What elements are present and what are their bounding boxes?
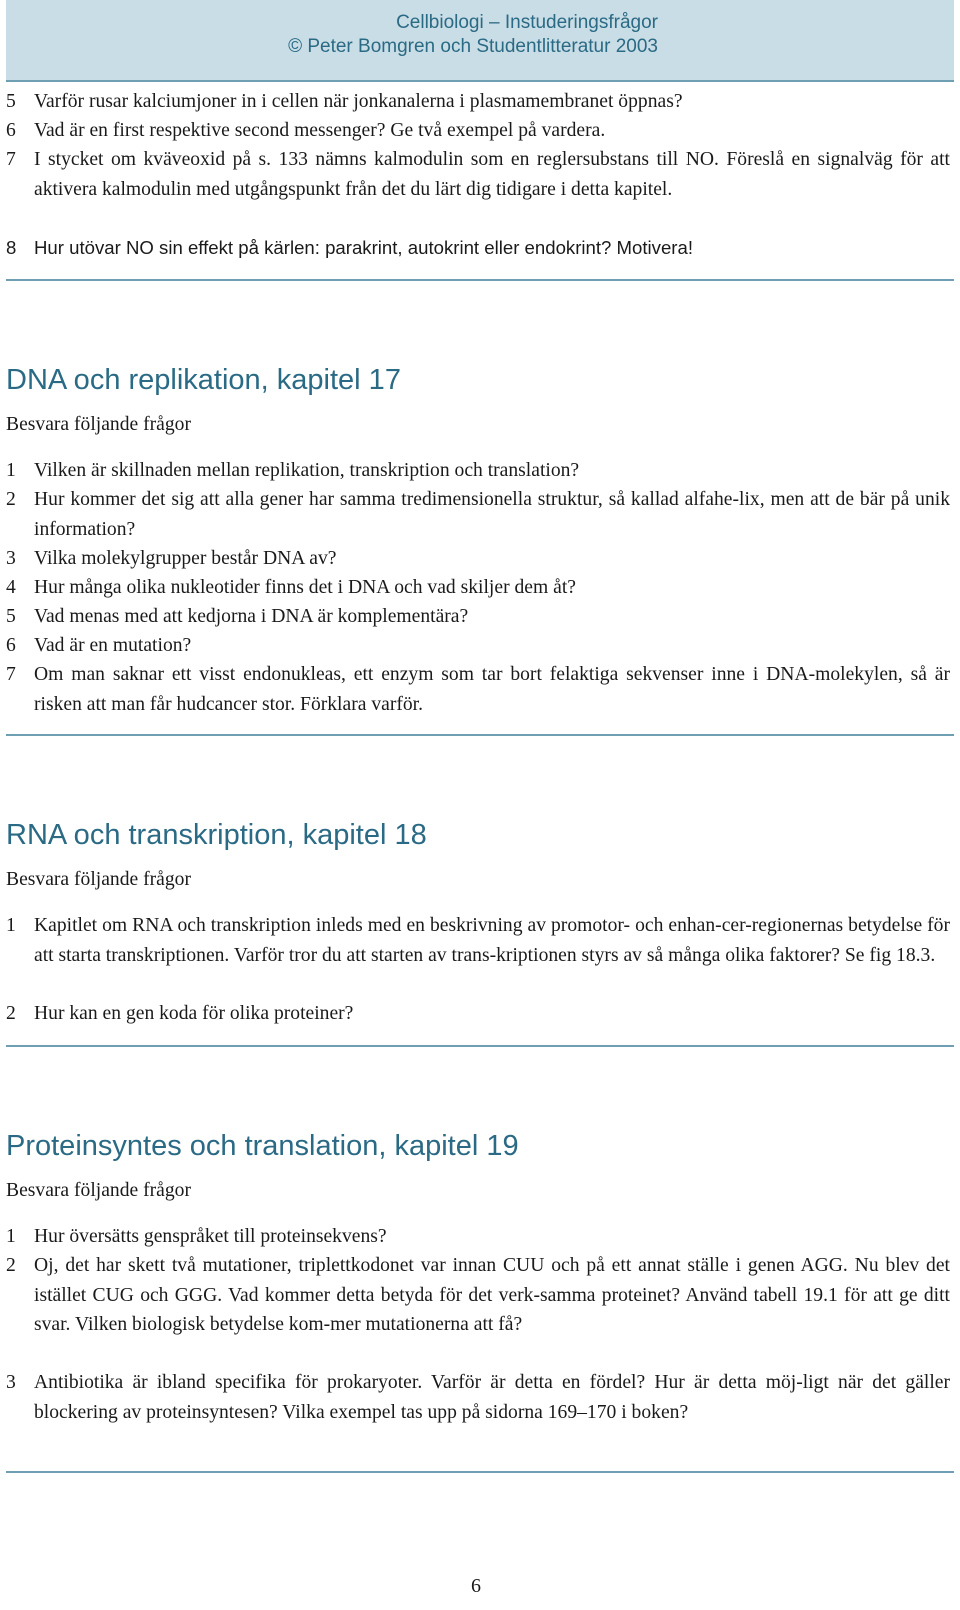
section-title: RNA och transkription, kapitel 18 — [6, 819, 427, 851]
list-item — [6, 631, 950, 661]
question-number: 8 — [6, 237, 17, 258]
list-item — [6, 116, 950, 146]
page-number: 6 — [471, 1575, 481, 1597]
section-title: DNA och replikation, kapitel 17 — [6, 364, 401, 396]
list-item — [6, 1368, 950, 1427]
section-title: Proteinsyntes och translation, kapitel 19 — [6, 1130, 519, 1162]
question-text: Om man saknar ett visst endonukleas, ett enzym som tar bort felaktiga sekvenser inne i DNA-molekylen, så är risken att man får hudcancer stor. Förklara varför. — [34, 664, 950, 715]
section-divider — [6, 734, 954, 736]
question-number: 5 — [6, 91, 16, 112]
question-text: Vilka molekylgrupper består DNA av? — [34, 548, 337, 569]
question-text: Vad är en first respektive second messenger? Ge två exempel på vardera. — [34, 120, 606, 141]
list-item — [6, 544, 950, 574]
list-item — [6, 602, 950, 632]
question-text: Hur kan en gen koda för olika proteiner? — [34, 1003, 354, 1024]
section-instruction: Besvara följande frågor — [6, 414, 191, 435]
question-number: 2 — [6, 1255, 16, 1276]
section-divider — [6, 1045, 954, 1047]
question-number: 7 — [6, 149, 16, 170]
list-item — [6, 456, 950, 486]
question-text: Hur översätts genspråket till proteinsekvens? — [34, 1226, 387, 1247]
header-title: Cellbiologi – Instuderingsfrågor — [396, 12, 658, 33]
question-text: Hur många olika nukleotider finns det i DNA och vad skiljer dem åt? — [34, 577, 576, 598]
question-number: 3 — [6, 1372, 16, 1393]
section-instruction: Besvara följande frågor — [6, 1180, 191, 1201]
question-number: 4 — [6, 577, 16, 598]
question-number: 6 — [6, 120, 16, 141]
section-divider — [6, 279, 954, 281]
section-divider — [6, 1471, 954, 1473]
question-number: 2 — [6, 489, 16, 510]
question-number: 1 — [6, 1226, 16, 1247]
list-item — [6, 1222, 950, 1252]
question-text: I stycket om kväveoxid på s. 133 nämns kalmodulin som en reglersubstans till NO. Föreslå en signalväg för att aktivera kalmodulin med utgångspunkt från det du lärt dig tidigare i detta kapitel. — [34, 149, 950, 200]
question-number: 7 — [6, 664, 16, 685]
question-number: 1 — [6, 915, 16, 936]
list-item — [6, 911, 950, 970]
list-item — [6, 233, 950, 263]
header-copyright: © Peter Bomgren och Studentlitteratur 2003 — [288, 36, 658, 57]
list-item — [6, 999, 950, 1029]
question-text: Hur kommer det sig att alla gener har samma tredimensionella struktur, så kallad alfahe-lix, men att de bär på unik information? — [34, 489, 950, 540]
question-number: 2 — [6, 1003, 16, 1024]
list-item — [6, 485, 950, 544]
question-text: Vilken är skillnaden mellan replikation, transkription och translation? — [34, 460, 580, 481]
page-header — [6, 0, 954, 82]
question-number: 5 — [6, 606, 16, 627]
question-text: Oj, det har skett två mutationer, triplettkodonet var innan CUU och på ett annat ställe i genen AGG. Nu blev det istället CUG och GGG. Vad kommer detta betyda för det verk-samma proteinet? Använd tabell 19.1 för att ge ditt svar. Vilken biologisk betydelse kom-mer mutationerna att få? — [34, 1255, 950, 1335]
question-text: Varför rusar kalciumjoner in i cellen när jonkanalerna i plasmamembranet öppnas? — [34, 91, 683, 112]
section-instruction: Besvara följande frågor — [6, 869, 191, 890]
question-text: Vad är en mutation? — [34, 635, 192, 656]
list-item — [6, 145, 950, 204]
question-text: Vad menas med att kedjorna i DNA är komplementära? — [34, 606, 469, 627]
question-number: 3 — [6, 548, 16, 569]
question-text: Hur utövar NO sin effekt på kärlen: parakrint, autokrint eller endokrint? Motivera! — [34, 237, 694, 258]
list-item — [6, 1251, 950, 1340]
question-text: Kapitlet om RNA och transkription inleds med en beskrivning av promotor- och enhan-cer-regionernas betydelse för att starta transkriptionen. Varför tror du att starten av trans-kriptionen styrs av så många olika faktorer? Se fig 18.3. — [34, 915, 950, 966]
question-number: 1 — [6, 460, 16, 481]
list-item — [6, 87, 950, 117]
question-number: 6 — [6, 635, 16, 656]
list-item — [6, 573, 950, 603]
question-text: Antibiotika är ibland specifika för prokaryoter. Varför är detta en fördel? Hur är detta möj-ligt när det gäller blockering av proteinsyntesen? Vilka exempel tas upp på sidorna 169–170 i boken? — [34, 1372, 950, 1423]
list-item — [6, 660, 950, 719]
